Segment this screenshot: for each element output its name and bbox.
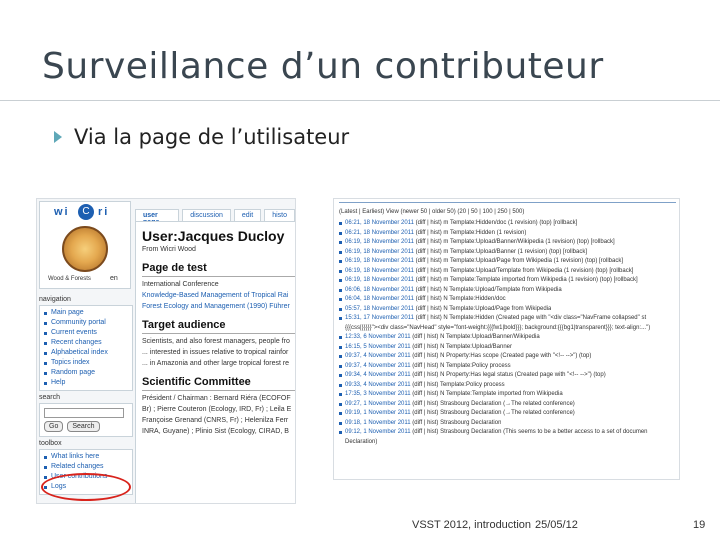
nav-item[interactable] (44, 338, 128, 348)
bullet-icon (339, 365, 342, 368)
history-entry[interactable] (339, 276, 674, 286)
go-button[interactable]: Go (44, 421, 63, 432)
history-details: (diff | hist) Strasbourg Declaration (→The related conference) (412, 400, 575, 407)
bullet-icon (44, 466, 47, 469)
history-details: (diff | hist) m Template:Hidden (1 revision) (415, 229, 527, 236)
history-entry-text (345, 371, 606, 381)
search-box (39, 403, 133, 437)
bullet-icon (44, 362, 47, 365)
history-entry-text (345, 314, 674, 333)
wiki-user-page-screenshot (36, 198, 296, 504)
history-timestamp[interactable]: 09:37, 4 November 2011 (345, 362, 411, 369)
bullet-icon (44, 382, 47, 385)
history-entry[interactable] (339, 400, 674, 410)
tab-user-page[interactable]: user (135, 209, 179, 228)
history-details: (diff | hist) m Template:Hidden/doc (1 revision) (top) [rollback] (415, 220, 578, 226)
logo-caption: Wood & Forests (48, 276, 91, 282)
history-list (339, 219, 674, 447)
history-details: (diff | hist) N Template:Upload/Template from Wikipedia (415, 286, 562, 293)
history-entry-text (345, 286, 562, 296)
history-timestamp[interactable]: 09:18, 1 November 2011 (345, 419, 411, 426)
history-entry[interactable] (339, 286, 674, 296)
section-heading: Page de test (142, 262, 296, 277)
history-details: (diff | hist) Strasbourg Declaration (This seems to be a better access to a set of documen Declaration) (345, 429, 648, 445)
history-entry[interactable] (339, 295, 674, 305)
history-entry-text (345, 390, 563, 400)
history-entry-text (345, 219, 577, 229)
bullet-icon (339, 251, 342, 254)
bullet-icon (44, 352, 47, 355)
bullet-icon (339, 241, 342, 244)
history-timestamp[interactable]: 06:21, 18 November 2011 (345, 229, 414, 236)
nav-item[interactable] (44, 318, 128, 328)
bullet-icon (339, 374, 342, 377)
nav-item-label: Help (51, 379, 66, 386)
history-details: (diff | hist) Strasbourg Declaration (→The related conference) (412, 410, 575, 416)
logo-text-left: wi (54, 206, 70, 218)
history-entry[interactable] (339, 428, 674, 447)
history-timestamp[interactable]: 09:37, 4 November 2011 (345, 353, 411, 359)
history-timestamp[interactable]: 06:06, 18 November 2011 (345, 286, 414, 293)
search-button[interactable]: Search (67, 421, 99, 432)
nav-item[interactable] (44, 308, 128, 318)
nav-item[interactable] (44, 328, 128, 338)
history-timestamp[interactable]: 06:21, 18 November 2011 (345, 220, 414, 226)
tab-discussion[interactable]: discussion (182, 209, 231, 228)
nav-item[interactable] (44, 368, 128, 378)
history-timestamp[interactable]: 09:33, 4 November 2011 (345, 381, 411, 388)
page-number: 19 (693, 519, 706, 531)
history-entry[interactable] (339, 238, 674, 248)
history-details: (diff | hist) m Template:Upload/Template from Wikipedia (1 revision) (top) [rollback] (415, 267, 634, 274)
history-entry-text (345, 248, 587, 258)
history-entry[interactable] (339, 314, 674, 333)
bullet-arrow-icon (54, 131, 62, 143)
content-text: Françoise Grenand (CNRS, Fr) ; Helenilza Ferr (142, 417, 289, 424)
history-details: (diff | hist) N Template:Upload/Banner (412, 343, 513, 350)
bullet-icon (339, 393, 342, 396)
history-details: (diff | hist) N Template:Template imported from Wikipedia (412, 391, 563, 397)
bullet-icon (339, 289, 342, 292)
search-heading: search (39, 394, 61, 401)
toolbox-item-label: What links here (51, 453, 100, 460)
history-entry-text (345, 428, 674, 447)
history-entry[interactable] (339, 219, 674, 229)
toolbox-item-label: Logs (51, 483, 67, 490)
nav-item-label: Topics index (51, 359, 90, 366)
bullet-icon (339, 222, 342, 225)
bullet-icon (44, 456, 47, 459)
slide-title: Surveillance d’un contributeur (42, 46, 604, 87)
history-entry[interactable] (339, 333, 674, 343)
bullet-item (54, 125, 349, 149)
search-input[interactable] (44, 408, 124, 418)
bullet-icon (339, 308, 342, 311)
history-entry[interactable] (339, 371, 674, 381)
history-divider (339, 202, 676, 203)
history-entry[interactable] (339, 419, 674, 429)
history-entry-text (345, 276, 638, 286)
history-timestamp[interactable]: 06:19, 18 November 2011 (345, 239, 414, 245)
bullet-icon (339, 232, 342, 235)
bullet-icon (339, 346, 342, 349)
logo-text-right: ri (98, 206, 110, 218)
title-divider (0, 100, 720, 101)
nav-item-label: Community portal (51, 319, 106, 326)
content-link[interactable]: Forest Ecology and Management (1990) Führer (142, 303, 290, 310)
history-entry[interactable] (339, 409, 674, 419)
history-entry[interactable] (339, 381, 674, 391)
content-text: Président / Chairman : Bernard Riéra (ECOFOF (142, 395, 291, 402)
history-entry-text (345, 400, 575, 410)
footer-date: 25/05/12 (535, 519, 578, 531)
history-timestamp[interactable]: 09:19, 1 November 2011 (345, 410, 411, 416)
nav-item[interactable] (44, 348, 128, 358)
logo-lang: en (110, 275, 118, 282)
history-details: (diff | hist) Template:Policy process (412, 381, 505, 388)
search-buttons (44, 421, 128, 434)
bullet-icon (339, 298, 342, 301)
nav-item-label: Current events (51, 329, 97, 336)
history-entry-text (345, 343, 512, 353)
history-entry-text (345, 381, 505, 391)
history-details: (diff | hist) N Property:Has legal status (Created page with "<!-- -->") (top) (412, 372, 606, 378)
history-details: (diff | hist) m Template:Upload/Banner (1 revision) (top) [rollback] (415, 248, 588, 255)
history-details: (diff | hist) N Property:Has scope (Created page with "<!-- -->") (top) (412, 353, 592, 359)
history-entry[interactable] (339, 362, 674, 372)
history-entry[interactable] (339, 248, 674, 258)
section-heading: Scientific Committee (142, 376, 296, 391)
history-details: (diff | hist) N Template:Hidden (Created page with "<div class="NavFrame collapsed" st {{{css|}}}}}"><div class="NavHead" style="font-weight:{{{fw1|bold}}}; background:{{{bg1|transparent}}}; text-align:...") (345, 315, 651, 331)
history-details: (diff | hist) N Template:Upload/Page from Wikipedia (415, 305, 552, 312)
history-details: (diff | hist) Strasbourg Declaration (412, 419, 502, 426)
bullet-icon (339, 412, 342, 415)
history-timestamp[interactable]: 09:27, 1 November 2011 (345, 400, 411, 407)
bullet-text: Via la page de l’utilisateur (74, 125, 350, 149)
history-timestamp[interactable]: 16:15, 5 November 2011 (345, 343, 411, 350)
history-entry-text (345, 267, 633, 277)
bullet-icon (339, 403, 342, 406)
history-pagination[interactable]: (Latest | Earliest) View (newer 50 | older 50) (20 | 50 | 100 | 250 | 500) (339, 209, 525, 215)
bullet-icon (44, 476, 47, 479)
toolbox-item-label: User contributions (51, 473, 108, 480)
bullet-icon (44, 332, 47, 335)
logo-circle-icon: C (78, 204, 94, 220)
bullet-icon (44, 372, 47, 375)
toolbox-item[interactable] (44, 452, 128, 462)
history-entry[interactable] (339, 390, 674, 400)
history-timestamp[interactable]: 05:57, 18 November 2011 (345, 305, 414, 312)
nav-item-label: Main page (51, 309, 84, 316)
page-source: From Wicri Wood (142, 246, 196, 253)
history-details: (diff | hist) m Template:Upload/Page from Wikipedia (1 revision) (top) [rollback] (415, 258, 624, 264)
tab-history[interactable]: histo (264, 209, 295, 228)
toolbox-item[interactable] (44, 462, 128, 472)
bullet-icon (339, 431, 342, 434)
history-entry-text (345, 257, 623, 267)
history-entry-text (345, 352, 591, 362)
history-timestamp[interactable]: 06:19, 18 November 2011 (345, 267, 414, 274)
history-entry[interactable] (339, 267, 674, 277)
history-entry-text (345, 295, 506, 305)
history-timestamp[interactable]: 17:35, 3 November 2011 (345, 391, 411, 397)
history-timestamp[interactable]: 15:31, 17 November 2011 (345, 315, 414, 321)
tab-edit[interactable]: edit (234, 209, 261, 228)
content-text: Br) ; Pierre Couteron (Ecology, IRD, Fr) ; Leila E (142, 406, 292, 413)
history-timestamp[interactable]: 09:12, 1 November 2011 (345, 429, 411, 435)
history-entry-text (345, 419, 501, 429)
contributions-history-screenshot (333, 198, 680, 480)
history-timestamp[interactable]: 06:19, 18 November 2011 (345, 258, 414, 264)
bullet-icon (44, 312, 47, 315)
highlight-oval (41, 473, 131, 501)
bullet-icon (44, 322, 47, 325)
bullet-icon (339, 260, 342, 263)
page-title: User:Jacques Ducloy (142, 228, 285, 244)
history-entry-text (345, 362, 511, 372)
nav-box (39, 305, 133, 391)
history-entry[interactable] (339, 305, 674, 315)
history-details: (diff | hist) m Template:Upload/Banner/Wikipedia (1 revision) (top) [rollback] (415, 239, 615, 245)
wiki-sidebar (39, 293, 133, 495)
wiki-content (135, 221, 296, 504)
nav-item-label: Random page (51, 369, 95, 376)
history-timestamp[interactable]: 06:04, 18 November 2011 (345, 296, 414, 302)
history-entry-text (345, 229, 526, 239)
bullet-icon (339, 317, 342, 320)
wiki-logo[interactable] (39, 201, 131, 289)
history-entry[interactable] (339, 343, 674, 353)
history-entry-text (345, 333, 540, 343)
history-details: (diff | hist) N Template:Hidden/doc (415, 296, 506, 302)
history-entry[interactable] (339, 352, 674, 362)
content-link[interactable]: Knowledge-Based Management of Tropical Rai (142, 292, 289, 299)
bullet-icon (339, 355, 342, 358)
history-entry-text (345, 409, 575, 419)
content-text: International Conference (142, 281, 219, 288)
nav-item-label: Alphabetical index (51, 349, 108, 356)
history-timestamp[interactable]: 06:19, 18 November 2011 (345, 248, 414, 255)
history-timestamp[interactable]: 09:34, 4 November 2011 (345, 372, 411, 378)
content-text: INRA, Guyane) ; Plinio Sist (Ecology, CIRAD, B (142, 428, 289, 435)
history-timestamp[interactable]: 12:33, 6 November 2011 (345, 334, 411, 340)
history-entry-text (345, 238, 615, 248)
history-timestamp[interactable]: 06:19, 18 November 2011 (345, 277, 414, 283)
bullet-icon (339, 336, 342, 339)
content-text: Scientists, and also forest managers, people fro (142, 338, 290, 345)
history-entry-text (345, 305, 551, 315)
content-text: ... interested in issues relative to tropical rainfor (142, 349, 289, 356)
bullet-icon (339, 384, 342, 387)
toolbox-item-label: Related changes (51, 463, 104, 470)
history-entry[interactable] (339, 257, 674, 267)
nav-item-label: Recent changes (51, 339, 102, 346)
section-heading: Target audience (142, 319, 296, 334)
bullet-icon (339, 422, 342, 425)
nav-item[interactable] (44, 358, 128, 368)
bullet-icon (339, 279, 342, 282)
wood-slice-icon (62, 226, 108, 272)
footer-presentation: VSST 2012, introduction (412, 519, 532, 531)
bullet-icon (44, 342, 47, 345)
history-details: (diff | hist) N Template:Upload/Banner/Wikipedia (412, 334, 540, 340)
nav-item[interactable] (44, 378, 128, 388)
history-entry[interactable] (339, 229, 674, 239)
bullet-icon (339, 270, 342, 273)
history-details: (diff | hist) N Template:Policy process (412, 362, 511, 369)
nav-heading: navigation (39, 296, 71, 303)
content-text: ... in Amazonia and other large tropical forest re (142, 360, 290, 367)
history-details: (diff | hist) m Template:Template imported from Wikipedia (1 revision) (top) [rollback] (415, 277, 638, 283)
toolbox-heading: toolbox (39, 440, 62, 447)
